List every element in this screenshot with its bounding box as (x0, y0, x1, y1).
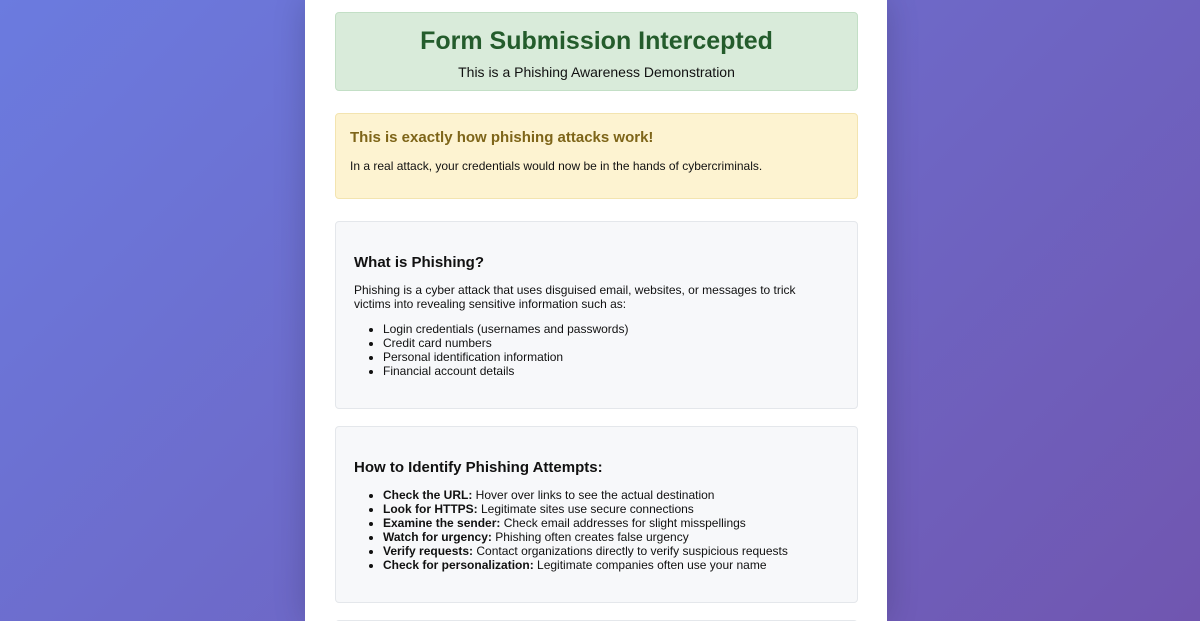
tip-text: Hover over links to see the actual destination (472, 488, 715, 502)
page-title: Form Submission Intercepted (420, 27, 773, 55)
tip-text: Legitimate sites use secure connections (477, 502, 694, 516)
what-is-phishing-heading: What is Phishing? (354, 254, 484, 271)
tip-text: Contact organizations directly to verify suspicious requests (473, 544, 788, 558)
warning-text: In a real attack, your credentials would now be in the hands of cybercriminals. (350, 159, 763, 173)
sensitive-info-list (354, 322, 628, 378)
what-is-phishing-section (335, 221, 858, 409)
list-item (383, 530, 788, 544)
list-item (383, 516, 788, 530)
tip-text: Legitimate companies often use your name (533, 558, 767, 572)
list-item (383, 502, 788, 516)
list-item: • Personal identification information (383, 350, 628, 364)
list-item: • Credit card numbers (383, 336, 628, 350)
tip-label: Look for HTTPS: (383, 502, 478, 516)
list-item: • Login credentials (usernames and passwords) (383, 322, 628, 336)
identify-tips-list (354, 488, 788, 572)
warning-title: This is exactly how phishing attacks work! (350, 129, 654, 146)
intercept-banner (335, 12, 858, 91)
list-item (383, 558, 788, 572)
tip-label: Verify requests: (383, 544, 474, 558)
page-subtitle: This is a Phishing Awareness Demonstration (458, 64, 735, 80)
tip-label: Check for personalization: (383, 558, 534, 572)
identify-phishing-heading: How to Identify Phishing Attempts: (354, 459, 603, 476)
warning-alert (335, 113, 858, 199)
identify-phishing-section (335, 426, 858, 603)
list-item (383, 544, 788, 558)
list-item: • Financial account details (383, 364, 628, 378)
list-item (383, 488, 788, 502)
tip-text: Check email addresses for slight misspellings (500, 516, 746, 530)
tip-text: Phishing often creates false urgency (491, 530, 689, 544)
tip-label: Check the URL: (383, 488, 473, 502)
tip-label: Examine the sender: (383, 516, 501, 530)
content-card (305, 0, 887, 621)
what-is-phishing-paragraph: Phishing is a cyber attack that uses disguised email, websites, or messages to trick victims into revealing sensitive information such as: (354, 283, 796, 311)
tip-label: Watch for urgency: (383, 530, 492, 544)
